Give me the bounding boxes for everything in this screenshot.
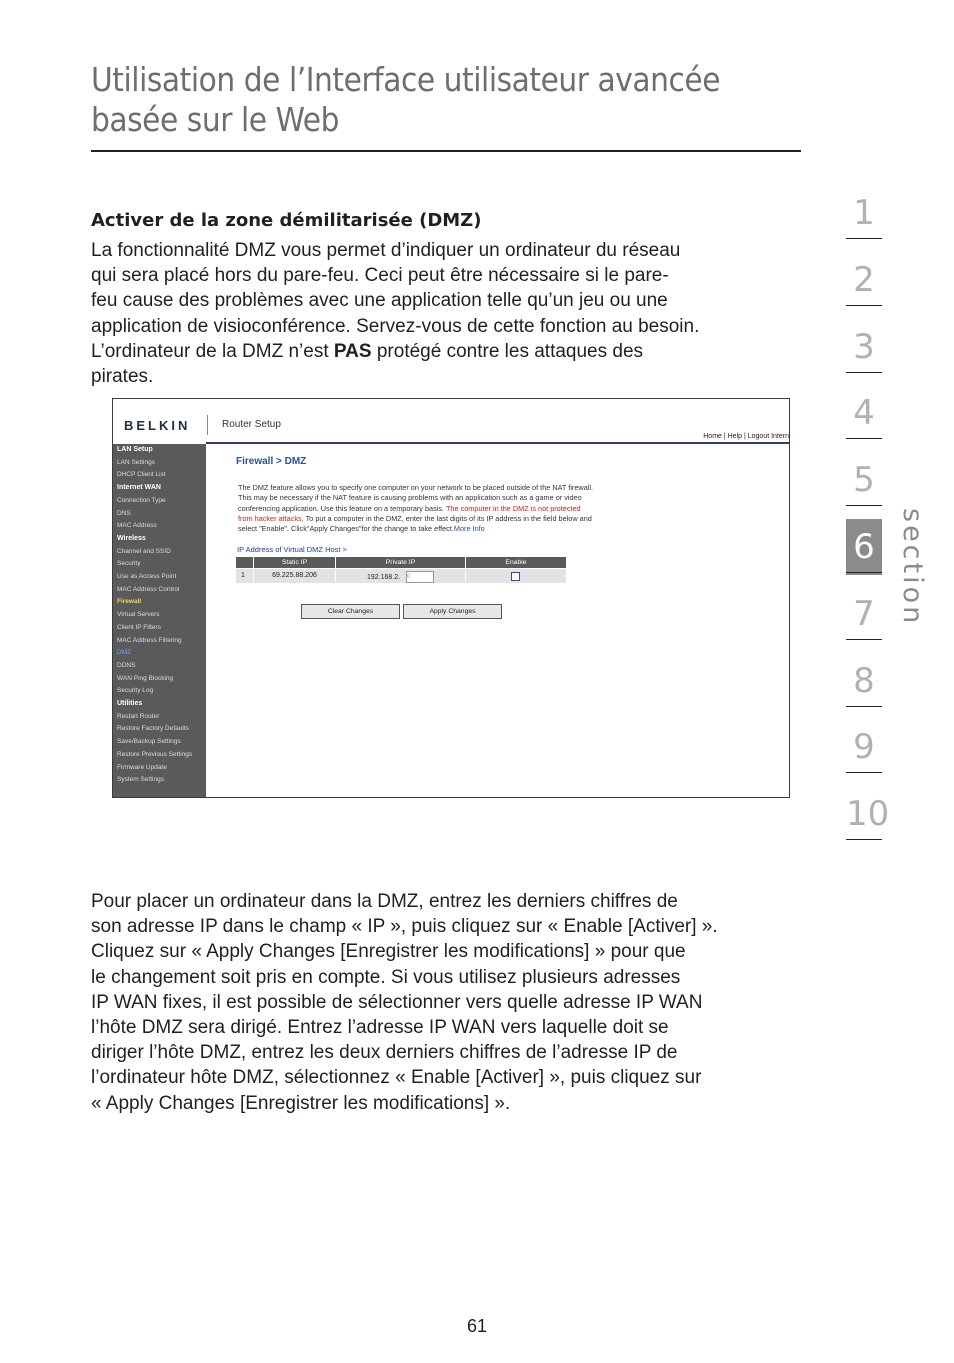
- text-line: IP WAN fixes, il est possible de sélectionner vers quelle adresse IP WAN: [91, 991, 703, 1013]
- logo-separator: [207, 415, 208, 435]
- sidebar-item[interactable]: System Settings: [117, 776, 164, 784]
- sidebar-item[interactable]: Save/Backup Settings: [117, 738, 181, 746]
- text-line: qui sera placé hors du pare-feu. Ceci peut être nécessaire si le pare-: [91, 265, 669, 287]
- desc-line: [238, 504, 648, 514]
- text-line: le changement soit pris en compte. Si vous utilisez plusieurs adresses: [91, 966, 681, 988]
- page-title-line-1: Utilisation de l’Interface utilisateur avancée: [91, 60, 721, 99]
- sidebar-item[interactable]: Security: [117, 560, 141, 568]
- text-line: l’hôte DMZ sera dirigé. Entrez l’adresse IP WAN vers laquelle doit se: [91, 1017, 669, 1039]
- router-setup-title: Router Setup: [222, 419, 281, 430]
- warning-text: The computer in the DMZ is not protected: [445, 503, 581, 513]
- text-line: pirates.: [91, 366, 154, 388]
- section-divider: [846, 772, 882, 773]
- row-index: 1: [236, 569, 253, 583]
- sidebar-item: LAN Setup: [117, 446, 153, 453]
- desc-text: select "Enable". Click"Apply Changes"for the change to take effect.: [238, 524, 454, 534]
- table-header-static-ip: Static IP: [254, 557, 335, 568]
- sidebar-item[interactable]: DMZ: [117, 649, 132, 657]
- sidebar-item[interactable]: Firewall: [117, 598, 142, 606]
- text-line: « Apply Changes [Enregistrer les modifications] ».: [91, 1092, 511, 1114]
- sidebar-item[interactable]: Use as Access Point: [117, 573, 177, 580]
- breadcrumb: Firewall > DMZ: [236, 456, 307, 467]
- sidebar-item[interactable]: Restore Previous Settings: [117, 750, 193, 758]
- sidebar-item[interactable]: Restore Factory Defaults: [117, 725, 189, 733]
- router-sidebar: [113, 444, 206, 797]
- intro-paragraph: [91, 238, 699, 389]
- sidebar-item[interactable]: Channel and SSID: [117, 547, 171, 555]
- section-divider: [846, 372, 882, 373]
- apply-changes-button[interactable]: Apply Changes: [403, 604, 502, 619]
- sidebar-item[interactable]: Restart Router: [117, 712, 160, 720]
- dmz-description: [238, 483, 648, 534]
- emphasis-text: PAS: [333, 340, 372, 362]
- desc-line: This may be necessary if the NAT feature is causing problems with an application such as a game or video: [238, 493, 582, 503]
- section-tab-3[interactable]: 3: [853, 326, 875, 367]
- section-tab-8[interactable]: 8: [853, 660, 875, 701]
- sidebar-item[interactable]: Client IP Filters: [117, 623, 161, 631]
- section-divider: [846, 706, 882, 707]
- section-tab-6[interactable]: 6: [846, 519, 882, 575]
- sidebar-item: Wireless: [117, 534, 146, 542]
- more-info-link[interactable]: More Info: [453, 524, 485, 534]
- table-header-enable: Enable: [466, 557, 566, 568]
- section-tab-4[interactable]: 4: [853, 393, 875, 434]
- page-title: [91, 60, 739, 140]
- text-run: L’ordinateur de la DMZ n’est: [91, 340, 334, 362]
- section-divider: [846, 839, 882, 840]
- section-divider: [846, 639, 882, 640]
- enable-checkbox[interactable]: [511, 572, 520, 581]
- text-line: Cliquez sur « Apply Changes [Enregistrer les modifications] » pour que: [91, 941, 686, 963]
- desc-text: To put a computer in the DMZ, enter the last digits of its IP address in the field below and: [305, 513, 592, 523]
- sidebar-item[interactable]: Virtual Servers: [117, 611, 160, 619]
- section-tab-1[interactable]: 1: [853, 193, 875, 233]
- table-header-index: [236, 557, 253, 568]
- private-ip-cell: [336, 569, 465, 583]
- sidebar-item[interactable]: Security Log: [117, 687, 154, 695]
- top-links[interactable]: Home | Help | Logout Intern: [703, 433, 789, 440]
- text-line: Pour placer un ordinateur dans la DMZ, entrez les derniers chiffres de: [91, 891, 678, 912]
- section-divider: [846, 238, 882, 239]
- sidebar-item[interactable]: DDNS: [117, 661, 136, 669]
- text-line: [91, 339, 699, 364]
- dmz-host-label: IP Address of Virtual DMZ Host >: [237, 545, 347, 554]
- instructions-paragraph: [91, 889, 718, 1116]
- text-run: protégé contre les attaques des: [371, 340, 644, 362]
- static-ip-value: 69.225.88.206: [254, 569, 335, 583]
- router-header: [113, 399, 789, 443]
- sidebar-item[interactable]: Firmware Update: [117, 763, 167, 771]
- section-tab-7[interactable]: 7: [853, 593, 875, 634]
- sidebar-item[interactable]: WAN Ping Blocking: [117, 674, 174, 682]
- section-tab-9[interactable]: 9: [853, 727, 875, 768]
- page-title-line-2: basée sur le Web: [91, 100, 339, 139]
- sidebar-item[interactable]: MAC Address Filtering: [117, 636, 182, 644]
- desc-line: [238, 514, 648, 524]
- enable-cell: [466, 569, 566, 583]
- header-bar: [206, 442, 789, 444]
- section-divider: [846, 438, 882, 439]
- table-header-private-ip: Private IP: [336, 557, 465, 568]
- desc-line: [238, 524, 648, 534]
- desc-text: conferencing application. Use this feature on a temporary basis.: [238, 503, 445, 513]
- sidebar-item[interactable]: LAN Settings: [117, 458, 155, 466]
- clear-changes-button[interactable]: Clear Changes: [301, 604, 400, 619]
- sidebar-item[interactable]: MAC Address: [117, 522, 157, 530]
- text-line: feu cause des problèmes avec une application telle qu’un jeu ou une: [91, 290, 668, 312]
- sidebar-item: Internet WAN: [117, 484, 161, 492]
- page-number: 61: [466, 1316, 488, 1336]
- text-line: application de visioconférence. Servez-vous de cette fonction au besoin.: [91, 315, 700, 337]
- warning-text: from hacker attacks.: [238, 513, 304, 523]
- text-line: diriger l’hôte DMZ, entrez les deux derniers chiffres de l’adresse IP de: [91, 1042, 678, 1064]
- section-tab-10[interactable]: 10: [846, 794, 890, 835]
- belkin-logo: BELKIN: [124, 418, 191, 433]
- sidebar-item[interactable]: DHCP Client List: [117, 471, 166, 479]
- section-tab-5[interactable]: 5: [853, 460, 875, 501]
- router-screenshot: [112, 398, 790, 798]
- text-line: La fonctionnalité DMZ vous permet d’indiquer un ordinateur du réseau: [91, 240, 681, 261]
- sidebar-item: Utilities: [117, 700, 143, 707]
- sidebar-item[interactable]: MAC Address Control: [117, 585, 180, 593]
- private-ip-prefix: 192.168.2.: [367, 574, 401, 581]
- desc-line: The DMZ feature allows you to specify one computer on your network to be placed outside of the NAT firewall.: [238, 483, 594, 492]
- text-line: l’ordinateur hôte DMZ, sélectionnez « Enable [Activer] », puis cliquez sur: [91, 1067, 702, 1089]
- sidebar-item[interactable]: Connection Type: [117, 496, 166, 504]
- section-heading: Activer de la zone démilitarisée (DMZ): [91, 210, 482, 231]
- private-ip-input[interactable]: 0: [406, 571, 434, 583]
- section-divider: [846, 572, 882, 573]
- sidebar-item[interactable]: DNS: [117, 509, 131, 517]
- title-divider: [91, 150, 801, 152]
- section-label: section: [897, 508, 928, 627]
- section-divider: [846, 305, 882, 306]
- section-divider: [846, 505, 882, 506]
- text-line: son adresse IP dans le champ « IP », puis cliquez sur « Enable [Activer] ».: [91, 916, 718, 938]
- section-tab-2[interactable]: 2: [853, 259, 875, 300]
